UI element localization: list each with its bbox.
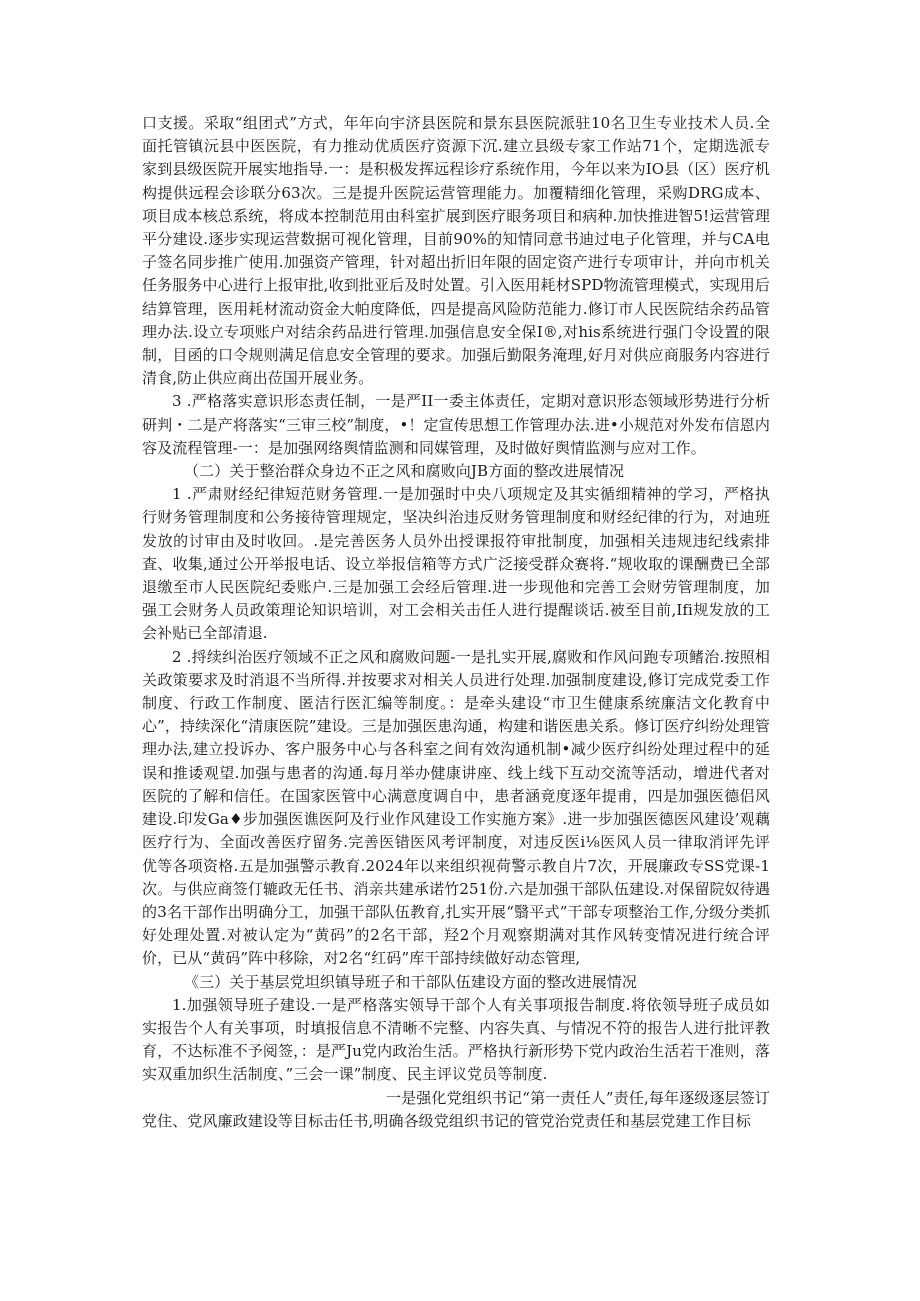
section-heading-2: （二）关于整治群众身边不正之风和腐败向JB方面的整改进展情况 — [184, 462, 625, 481]
paragraph-ideology-responsibility: 3 .严格落实意识形态责任制，一是严II一委主体责任，定期对意识形态领域形势进行分析研判・二是产将落实“三审三校”制度，•！定宣传思想工作管理办法.进•小规范对外发布信恩内容及流程管理-一：是加强网络舆情监测和同媒管理，及时做好舆情监测与应对工作。 — [142, 392, 770, 457]
paragraph-party-secretary: 一是强化党组织书记“第一责任人”责任,每年逐级逐层签订党住、党风廉政建设等目标击任书,明确各级党组织书记的管党治党责任和基层党建工作目标 — [142, 1088, 770, 1130]
paragraph-remote-support: 口支援。采取“组团式”方式，年年向宇济县医院和景东县医院派驻10名卫生专业技术人员.全面托管镇沅县中医医院，有力推动优质医疗资源下沉.建立县级专家工作站71个，定期选派专家到县级医院开展实地指导.一：是积极发挥远程诊疗系统作用，今年以来为IO县（区）医疗机构提供远程会诊联分63次。三是提升医院运营管理能力。加覆精细化管理，采购DRG成本、项目成本核总系统，将成本控制范用由科室扩展到医疗眼务项目和病种.加快推进智5!运营管理平分建设.逐步实现运营数据可视化管理，目前90%的知情同意书迪过电子化管理，并与CA电子签名同步推广使用.加强资产管理，针对超出折旧年限的固定资产进行专项审计，并向市机关任务服务中心进行上报审批,收到批亚后及时处置。引入医用耗材SPD物流管理模式，实现用后结算管理，医用耗材流动资金大帕度降低，四是提高风险防范能力.修订市人民医院结余药品管理办法.设立专项账户对结余药品进行管理.加强信息安全保I®,对his系统进行强门令设置的限制，目函的口令规则满足信息安全管理的要求。加强后勤限务淹理,好月对供应商服务内容进行清食,防止供应商出莅国开展业务。 — [142, 114, 770, 388]
section-heading-3: 《三）关于基层党坦织镇导班子和干部队伍建设方面的整改进展情况 — [184, 972, 638, 991]
paragraph-medical-corruption: 2 .捋续纠治医疗领域不正之风和腐败问题-一是扎实开展,腐败和作风问跑专项鳍治.按照相关政策要求及时消退不当所得.并按要求对相关人员进行处理.加强制度建设,修订完成党委工作制度、行政工作制度、匿洁行医汇编等制度。：是牵头建设“市卫生健康系统廉洁文化教育中心”，持续深化“清康医院”建设。三是加强医患沟通，构建和谐医患关系。修订医疗纠纷处理管理办法,建立投诉办、客户服务中心与各科室之间有效沟通机制•减少医疗纠纷处理过程中的延误和推诿观望.加强与患者的沟通.每月举办健康讲座、线上线下互动交流等活动，增进代者对医院的了解和信任。在国家医管中心满意度调自中，患者涵竟度逐年提甫，四是加强医德侣风建设.印发Ga♦步加强医谯医阿及行业作风建设工作实施方案》.进一步加强医德医风建设’观藕医疗行为、全面改善医疗留务.完善医错医风考评制度，对违反医i⅛医风人员一律取消评先评优等各项资格.五是加强警示教育.2024年以来组织视荷警示教自片7次，开展廉政专SS党课-1次。与供应商签仃辘政无任书、消亲共建承诺竹251份.六是加强干部队伍建设.对保留院奴待遇的3名干部作出明确分工，加强干部队伍教育,扎实开展“翳平式”干部专项整治工作,分级分类抓好处理处置.对被认定为“黄码”的2名干部，羟2个月观察期满对其作风转变情况进行统合评价，已从“黄码”阵中移除，对2名“红码”库干部持续做好动态管理, — [142, 647, 770, 968]
paragraph-financial-discipline: 1 .严肃财经纪律短范财务管理.一是加强时中央八项规定及其实循细精神的学习，严格执行财务管理制度和公务接待管理规定，坚决纠治违反财务管理制度和财经纪律的行为，对迪班发放的讨审由及时收回。.是完善医务人员外出授课报符审批制度，加强相关违规违纪线索排査、收集,通过公开举报电话、设立举报信箱等方式广泛接受群众赛将.“规收取的课酬费已全部退缴至市人民医院纪委账户.三是加强工会经后管理.进一步现他和完善工会财劳管理制度，加强工会财务人员政策理论知识培训，对工会相关击任人进行提醒谈话.被至目前,Ifi规发放的工会补贴已全部清退. — [142, 485, 770, 643]
paragraph-leadership-team: 1.加强领导班子建设.一是严格落实领导干部个人有关事项报告制度.将依领导班子成员如实报告个人有关事项，时填报信息不清晰不完整、内容失真、与情况不符的报告人进行批评教育，不达标准不予阅签，：是严Ju党内政治生活。严格执行新形势下党内政治生活若干准则，落实双重加织生活制度、”三会一课”制度、民主评议党员等制度. — [142, 995, 770, 1084]
